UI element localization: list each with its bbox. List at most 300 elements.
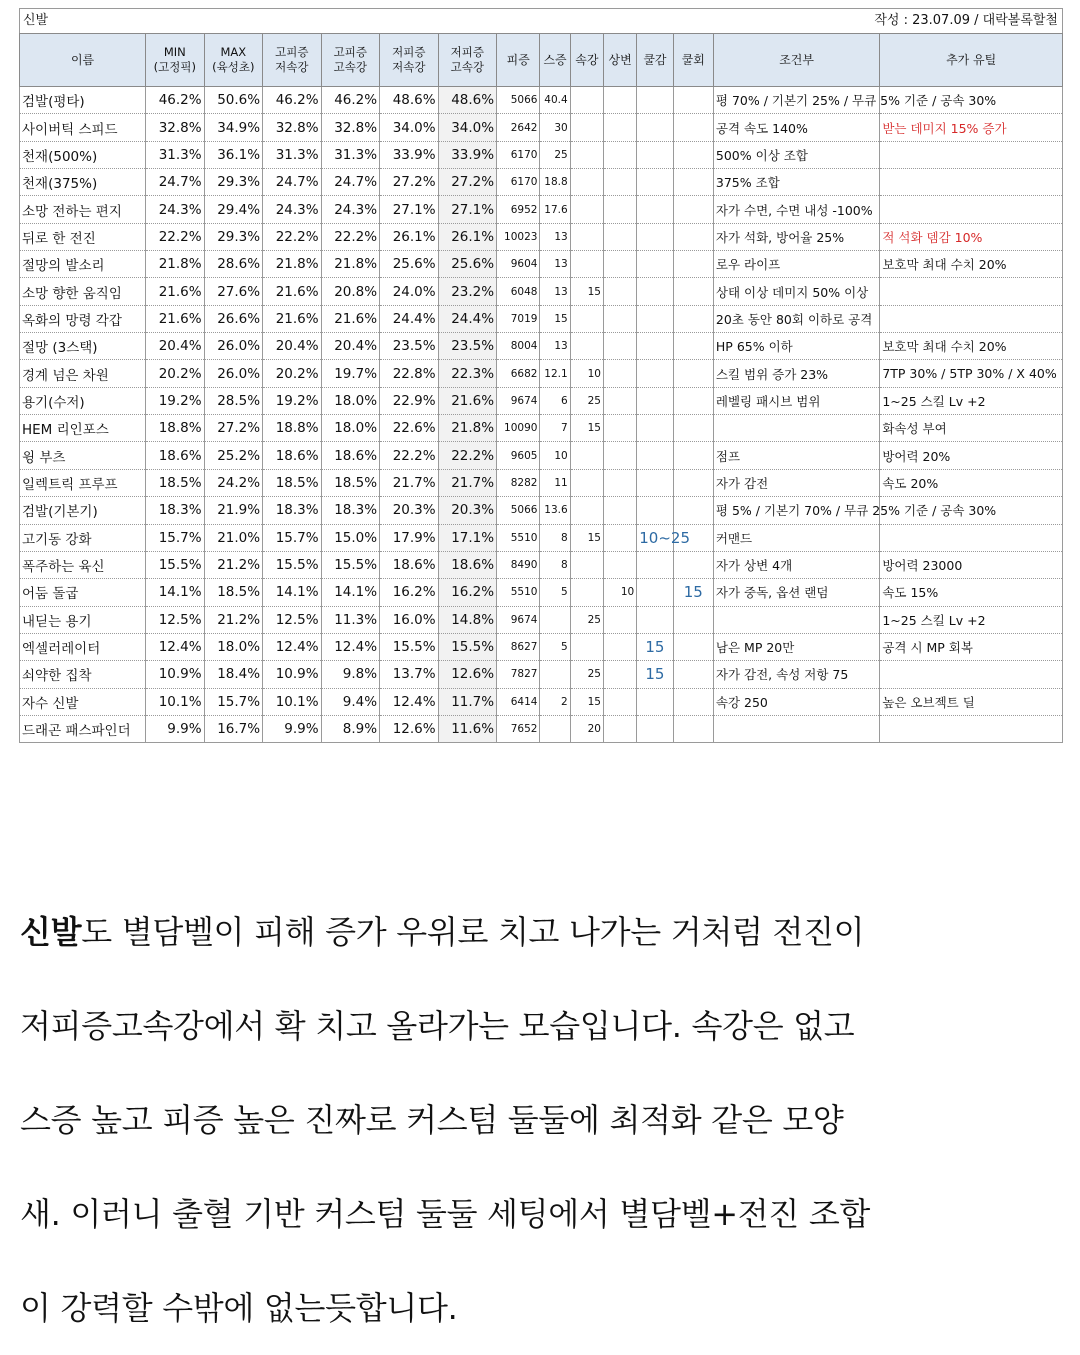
cell-cdrec: 15 xyxy=(673,579,713,606)
cell-lh: 22.3% xyxy=(438,360,497,387)
cell-max: 27.6% xyxy=(204,278,263,305)
table-row xyxy=(20,333,1063,360)
cell-ll: 22.6% xyxy=(380,415,439,442)
cell-skill: 12.1 xyxy=(540,360,570,387)
cell-cdrec xyxy=(673,333,713,360)
cell-cdrec xyxy=(673,661,713,688)
cell-cond: 평 5% / 기본기 70% / 무큐 25% 기준 / 공속 30% xyxy=(713,497,879,524)
cell-ll: 20.3% xyxy=(380,497,439,524)
cell-cdr: 10~25 xyxy=(637,524,673,551)
cell-cond: 자가 감전, 속성 저항 75 xyxy=(713,661,879,688)
cell-lh: 48.6% xyxy=(438,87,497,114)
cell-elem: 15 xyxy=(570,688,603,715)
cell-elem: 25 xyxy=(570,606,603,633)
cell-elem: 25 xyxy=(570,387,603,414)
cell-cond: 375% 조합 xyxy=(713,169,879,196)
cell-status xyxy=(603,387,636,414)
cell-name: 용기(수저) xyxy=(20,387,146,414)
cell-name: 사이버틱 스피드 xyxy=(20,114,146,141)
cell-hl: 20.2% xyxy=(263,360,322,387)
cell-elem: 15 xyxy=(570,278,603,305)
cell-min: 46.2% xyxy=(146,87,205,114)
cell-elem xyxy=(570,333,603,360)
cell-util: 보호막 최대 수치 20% xyxy=(880,333,1063,360)
cell-dmg: 9674 xyxy=(497,387,540,414)
cell-cond: 500% 이상 조합 xyxy=(713,141,879,168)
cell-hh: 46.2% xyxy=(321,87,380,114)
cell-cond: 20초 동안 80회 이하로 공격 xyxy=(713,305,879,332)
cell-lh: 33.9% xyxy=(438,141,497,168)
table-row xyxy=(20,387,1063,414)
cell-util: 보호막 최대 수치 20% xyxy=(880,251,1063,278)
cell-ll: 33.9% xyxy=(380,141,439,168)
cell-hl: 10.9% xyxy=(263,661,322,688)
cell-max: 28.5% xyxy=(204,387,263,414)
cell-lh: 24.4% xyxy=(438,305,497,332)
cell-skill: 7 xyxy=(540,415,570,442)
table-row xyxy=(20,360,1063,387)
column-header: 저피증 고속강 xyxy=(438,34,497,87)
cell-elem xyxy=(570,579,603,606)
cell-max: 24.2% xyxy=(204,469,263,496)
cell-status xyxy=(603,415,636,442)
cell-hh: 18.0% xyxy=(321,387,380,414)
table-row xyxy=(20,715,1063,742)
cell-name: 절망의 발소리 xyxy=(20,251,146,278)
cell-min: 20.2% xyxy=(146,360,205,387)
cell-max: 21.2% xyxy=(204,606,263,633)
cell-max: 29.4% xyxy=(204,196,263,223)
cell-name: HEM 리인포스 xyxy=(20,415,146,442)
cell-hl: 32.8% xyxy=(263,114,322,141)
cell-name: 소망 향한 움직임 xyxy=(20,278,146,305)
cell-status xyxy=(603,551,636,578)
cell-cdrec xyxy=(673,715,713,742)
cell-lh: 15.5% xyxy=(438,633,497,660)
cell-status xyxy=(603,141,636,168)
cell-util xyxy=(880,715,1063,742)
item-table xyxy=(19,33,1063,743)
cell-skill: 30 xyxy=(540,114,570,141)
cell-cond: 자가 감전 xyxy=(713,469,879,496)
cell-status xyxy=(603,469,636,496)
cell-status xyxy=(603,497,636,524)
cell-max: 21.0% xyxy=(204,524,263,551)
column-header: MIN (고정픽) xyxy=(146,34,205,87)
cell-status xyxy=(603,524,636,551)
cell-cdr xyxy=(637,251,673,278)
cell-elem xyxy=(570,305,603,332)
cell-dmg: 7827 xyxy=(497,661,540,688)
cell-lh: 27.2% xyxy=(438,169,497,196)
cell-lh: 25.6% xyxy=(438,251,497,278)
cell-cdrec xyxy=(673,141,713,168)
cell-status xyxy=(603,305,636,332)
cell-dmg: 6170 xyxy=(497,141,540,168)
cell-lh: 18.6% xyxy=(438,551,497,578)
cell-cond: 자가 상변 4개 xyxy=(713,551,879,578)
cell-name: 검발(평타) xyxy=(20,87,146,114)
article-line xyxy=(20,885,1065,979)
cell-lh: 17.1% xyxy=(438,524,497,551)
cell-hh: 18.5% xyxy=(321,469,380,496)
cell-min: 9.9% xyxy=(146,715,205,742)
cell-min: 10.1% xyxy=(146,688,205,715)
cell-cdrec xyxy=(673,551,713,578)
cell-util: 높은 오브젝트 딜 xyxy=(880,688,1063,715)
cell-dmg: 8490 xyxy=(497,551,540,578)
cell-hl: 10.1% xyxy=(263,688,322,715)
cell-util xyxy=(880,661,1063,688)
cell-lh: 14.8% xyxy=(438,606,497,633)
cell-elem xyxy=(570,169,603,196)
cell-cdr xyxy=(637,415,673,442)
cell-dmg: 5510 xyxy=(497,579,540,606)
cell-dmg: 6170 xyxy=(497,169,540,196)
cell-skill: 10 xyxy=(540,442,570,469)
table-row xyxy=(20,661,1063,688)
table-row xyxy=(20,442,1063,469)
cell-max: 34.9% xyxy=(204,114,263,141)
table-row xyxy=(20,278,1063,305)
cell-elem xyxy=(570,87,603,114)
cell-cdr xyxy=(637,169,673,196)
table-row xyxy=(20,579,1063,606)
cell-cdrec xyxy=(673,278,713,305)
article-line: 새. 이러니 출혈 기반 커스텀 둘둘 세팅에서 별담벨+전진 조합 xyxy=(20,1195,871,1233)
cell-cond xyxy=(713,415,879,442)
cell-util: 7TP 30% / 5TP 30% / X 40% xyxy=(880,360,1063,387)
cell-cdrec xyxy=(673,469,713,496)
cell-hl: 9.9% xyxy=(263,715,322,742)
cell-max: 15.7% xyxy=(204,688,263,715)
sheet-title: 신발 xyxy=(23,13,49,28)
cell-elem: 15 xyxy=(570,524,603,551)
cell-cond: 속강 250 xyxy=(713,688,879,715)
column-header: 추가 유틸 xyxy=(880,34,1063,87)
cell-name: 뒤로 한 전진 xyxy=(20,223,146,250)
cell-hh: 31.3% xyxy=(321,141,380,168)
cell-min: 20.4% xyxy=(146,333,205,360)
cell-min: 10.9% xyxy=(146,661,205,688)
cell-cdr xyxy=(637,360,673,387)
cell-status xyxy=(603,688,636,715)
cell-cdrec xyxy=(673,360,713,387)
cell-cond: HP 65% 이하 xyxy=(713,333,879,360)
cell-skill: 13 xyxy=(540,333,570,360)
cell-hh: 18.0% xyxy=(321,415,380,442)
cell-min: 18.6% xyxy=(146,442,205,469)
cell-elem xyxy=(570,551,603,578)
cell-cdr xyxy=(637,551,673,578)
cell-lh: 12.6% xyxy=(438,661,497,688)
cell-cond: 커맨드 xyxy=(713,524,879,551)
cell-min: 32.8% xyxy=(146,114,205,141)
cell-hl: 18.5% xyxy=(263,469,322,496)
cell-cdrec xyxy=(673,196,713,223)
header-row xyxy=(20,34,1063,87)
cell-hh: 15.0% xyxy=(321,524,380,551)
cell-elem xyxy=(570,633,603,660)
cell-name: 드래곤 패스파인더 xyxy=(20,715,146,742)
cell-min: 22.2% xyxy=(146,223,205,250)
cell-name: 검발(기본기) xyxy=(20,497,146,524)
cell-dmg: 10090 xyxy=(497,415,540,442)
cell-cdr xyxy=(637,469,673,496)
article-line: 저피증고속강에서 확 치고 올라가는 모습입니다. 속강은 없고 xyxy=(20,1007,855,1045)
cell-hl: 31.3% xyxy=(263,141,322,168)
cell-hl: 24.3% xyxy=(263,196,322,223)
cell-cond: 평 70% / 기본기 25% / 무큐 5% 기준 / 공속 30% xyxy=(713,87,879,114)
cell-name: 일렉트릭 프루프 xyxy=(20,469,146,496)
cell-hl: 14.1% xyxy=(263,579,322,606)
table-row xyxy=(20,524,1063,551)
cell-cond xyxy=(713,606,879,633)
table-row xyxy=(20,551,1063,578)
cell-status xyxy=(603,278,636,305)
cell-lh: 11.6% xyxy=(438,715,497,742)
cell-max: 18.0% xyxy=(204,633,263,660)
cell-min: 12.5% xyxy=(146,606,205,633)
cell-max: 18.5% xyxy=(204,579,263,606)
cell-name: 천재(500%) xyxy=(20,141,146,168)
cell-skill: 13.6 xyxy=(540,497,570,524)
cell-skill: 6 xyxy=(540,387,570,414)
cell-util xyxy=(880,141,1063,168)
column-header: 상변 xyxy=(603,34,636,87)
cell-util: 공격 시 MP 회복 xyxy=(880,633,1063,660)
cell-min: 21.6% xyxy=(146,278,205,305)
cell-cdr xyxy=(637,278,673,305)
article-text: 도 별담벨이 피해 증가 우위로 치고 나가는 거처럼 전진이 xyxy=(81,913,865,951)
cell-ll: 18.6% xyxy=(380,551,439,578)
cell-cdr: 15 xyxy=(637,661,673,688)
cell-min: 24.7% xyxy=(146,169,205,196)
cell-hl: 22.2% xyxy=(263,223,322,250)
cell-ll: 16.2% xyxy=(380,579,439,606)
cell-status xyxy=(603,251,636,278)
cell-cdr xyxy=(637,387,673,414)
cell-hh: 24.7% xyxy=(321,169,380,196)
cell-name: 자수 신발 xyxy=(20,688,146,715)
cell-ll: 21.7% xyxy=(380,469,439,496)
cell-hl: 15.5% xyxy=(263,551,322,578)
cell-elem xyxy=(570,469,603,496)
cell-name: 소망 전하는 편지 xyxy=(20,196,146,223)
cell-hl: 20.4% xyxy=(263,333,322,360)
cell-elem xyxy=(570,196,603,223)
table-row xyxy=(20,415,1063,442)
cell-status xyxy=(603,87,636,114)
column-header: 고피증 고속강 xyxy=(321,34,380,87)
cell-dmg: 9674 xyxy=(497,606,540,633)
cell-dmg: 7652 xyxy=(497,715,540,742)
cell-hh: 14.1% xyxy=(321,579,380,606)
cell-cond xyxy=(713,715,879,742)
cell-max: 26.0% xyxy=(204,333,263,360)
cell-hh: 20.4% xyxy=(321,333,380,360)
cell-util: 방어력 23000 xyxy=(880,551,1063,578)
table-row xyxy=(20,169,1063,196)
cell-util xyxy=(880,196,1063,223)
table-row xyxy=(20,633,1063,660)
cell-elem xyxy=(570,141,603,168)
cell-cdr xyxy=(637,223,673,250)
cell-util: 1~25 스킬 Lv +2 xyxy=(880,387,1063,414)
cell-cdr xyxy=(637,333,673,360)
cell-ll: 23.5% xyxy=(380,333,439,360)
cell-hl: 18.8% xyxy=(263,415,322,442)
article-line: 스증 높고 피증 높은 진짜로 커스텀 둘둘에 최적화 같은 모양 xyxy=(20,1101,844,1139)
cell-hl: 15.7% xyxy=(263,524,322,551)
cell-skill: 13 xyxy=(540,251,570,278)
cell-name: 엑셀러레이터 xyxy=(20,633,146,660)
cell-elem xyxy=(570,114,603,141)
cell-max: 18.4% xyxy=(204,661,263,688)
cell-max: 29.3% xyxy=(204,223,263,250)
cell-skill: 25 xyxy=(540,141,570,168)
cell-skill: 18.8 xyxy=(540,169,570,196)
cell-hh: 18.6% xyxy=(321,442,380,469)
cell-min: 19.2% xyxy=(146,387,205,414)
cell-min: 12.4% xyxy=(146,633,205,660)
cell-status xyxy=(603,333,636,360)
cell-hh: 22.2% xyxy=(321,223,380,250)
cell-cdrec xyxy=(673,114,713,141)
cell-skill xyxy=(540,606,570,633)
cell-min: 24.3% xyxy=(146,196,205,223)
spreadsheet xyxy=(19,8,1063,743)
cell-hl: 12.5% xyxy=(263,606,322,633)
column-header: MAX (육성초) xyxy=(204,34,263,87)
cell-cond: 로우 라이프 xyxy=(713,251,879,278)
cell-cdrec xyxy=(673,633,713,660)
cell-status: 10 xyxy=(603,579,636,606)
cell-min: 15.5% xyxy=(146,551,205,578)
cell-status xyxy=(603,114,636,141)
column-header: 속강 xyxy=(570,34,603,87)
cell-cdr xyxy=(637,688,673,715)
cell-cdrec xyxy=(673,497,713,524)
article-lead: 신발 xyxy=(20,913,82,951)
column-header: 고피증 저속강 xyxy=(263,34,322,87)
cell-dmg: 10023 xyxy=(497,223,540,250)
column-header: 이름 xyxy=(20,34,146,87)
cell-cdr xyxy=(637,87,673,114)
cell-ll: 22.9% xyxy=(380,387,439,414)
cell-cdrec xyxy=(673,87,713,114)
cell-lh: 20.3% xyxy=(438,497,497,524)
cell-ll: 12.6% xyxy=(380,715,439,742)
cell-min: 14.1% xyxy=(146,579,205,606)
cell-ll: 17.9% xyxy=(380,524,439,551)
cell-elem xyxy=(570,497,603,524)
cell-util: 속도 15% xyxy=(880,579,1063,606)
cell-util: 방어력 20% xyxy=(880,442,1063,469)
cell-max: 27.2% xyxy=(204,415,263,442)
cell-hh: 21.6% xyxy=(321,305,380,332)
cell-name: 윙 부츠 xyxy=(20,442,146,469)
cell-hh: 24.3% xyxy=(321,196,380,223)
cell-util: 화속성 부여 xyxy=(880,415,1063,442)
cell-elem: 15 xyxy=(570,415,603,442)
table-row xyxy=(20,196,1063,223)
cell-cdr xyxy=(637,715,673,742)
cell-ll: 25.6% xyxy=(380,251,439,278)
cell-max: 21.9% xyxy=(204,497,263,524)
cell-util: 적 석화 뎀감 10% xyxy=(880,223,1063,250)
cell-ll: 15.5% xyxy=(380,633,439,660)
cell-dmg: 8282 xyxy=(497,469,540,496)
cell-ll: 27.2% xyxy=(380,169,439,196)
table-row xyxy=(20,223,1063,250)
cell-lh: 34.0% xyxy=(438,114,497,141)
cell-status xyxy=(603,715,636,742)
cell-name: 내딛는 용기 xyxy=(20,606,146,633)
cell-dmg: 6048 xyxy=(497,278,540,305)
cell-hl: 21.8% xyxy=(263,251,322,278)
cell-lh: 21.6% xyxy=(438,387,497,414)
cell-max: 26.0% xyxy=(204,360,263,387)
cell-cdrec xyxy=(673,415,713,442)
cell-cdr: 15 xyxy=(637,633,673,660)
cell-ll: 22.2% xyxy=(380,442,439,469)
cell-name: 천재(375%) xyxy=(20,169,146,196)
cell-cdr xyxy=(637,196,673,223)
cell-hl: 21.6% xyxy=(263,305,322,332)
cell-status xyxy=(603,360,636,387)
table-body xyxy=(20,87,1063,743)
cell-dmg: 9605 xyxy=(497,442,540,469)
cell-cdr xyxy=(637,579,673,606)
cell-cond: 자가 석화, 방어율 25% xyxy=(713,223,879,250)
column-header: 조건부 xyxy=(713,34,879,87)
table-row xyxy=(20,688,1063,715)
cell-cond: 남은 MP 20만 xyxy=(713,633,879,660)
cell-skill: 5 xyxy=(540,633,570,660)
cell-hh: 12.4% xyxy=(321,633,380,660)
cell-dmg: 6952 xyxy=(497,196,540,223)
cell-cdrec xyxy=(673,387,713,414)
table-row xyxy=(20,141,1063,168)
column-header: 쿨감 xyxy=(637,34,673,87)
column-header: 피증 xyxy=(497,34,540,87)
cell-min: 18.3% xyxy=(146,497,205,524)
cell-ll: 16.0% xyxy=(380,606,439,633)
cell-hh: 21.8% xyxy=(321,251,380,278)
table-row xyxy=(20,606,1063,633)
cell-cond: 공격 속도 140% xyxy=(713,114,879,141)
cell-dmg: 5066 xyxy=(497,87,540,114)
cell-dmg: 7019 xyxy=(497,305,540,332)
table-row xyxy=(20,497,1063,524)
cell-util xyxy=(880,524,1063,551)
cell-status xyxy=(603,442,636,469)
cell-min: 18.8% xyxy=(146,415,205,442)
cell-status xyxy=(603,223,636,250)
cell-min: 18.5% xyxy=(146,469,205,496)
cell-skill: 8 xyxy=(540,524,570,551)
cell-ll: 34.0% xyxy=(380,114,439,141)
cell-max: 25.2% xyxy=(204,442,263,469)
cell-cdr xyxy=(637,141,673,168)
cell-hl: 18.3% xyxy=(263,497,322,524)
cell-ll: 26.1% xyxy=(380,223,439,250)
cell-util: 1~25 스킬 Lv +2 xyxy=(880,606,1063,633)
cell-skill: 8 xyxy=(540,551,570,578)
cell-cond: 자가 수면, 수면 내성 -100% xyxy=(713,196,879,223)
cell-dmg: 8627 xyxy=(497,633,540,660)
